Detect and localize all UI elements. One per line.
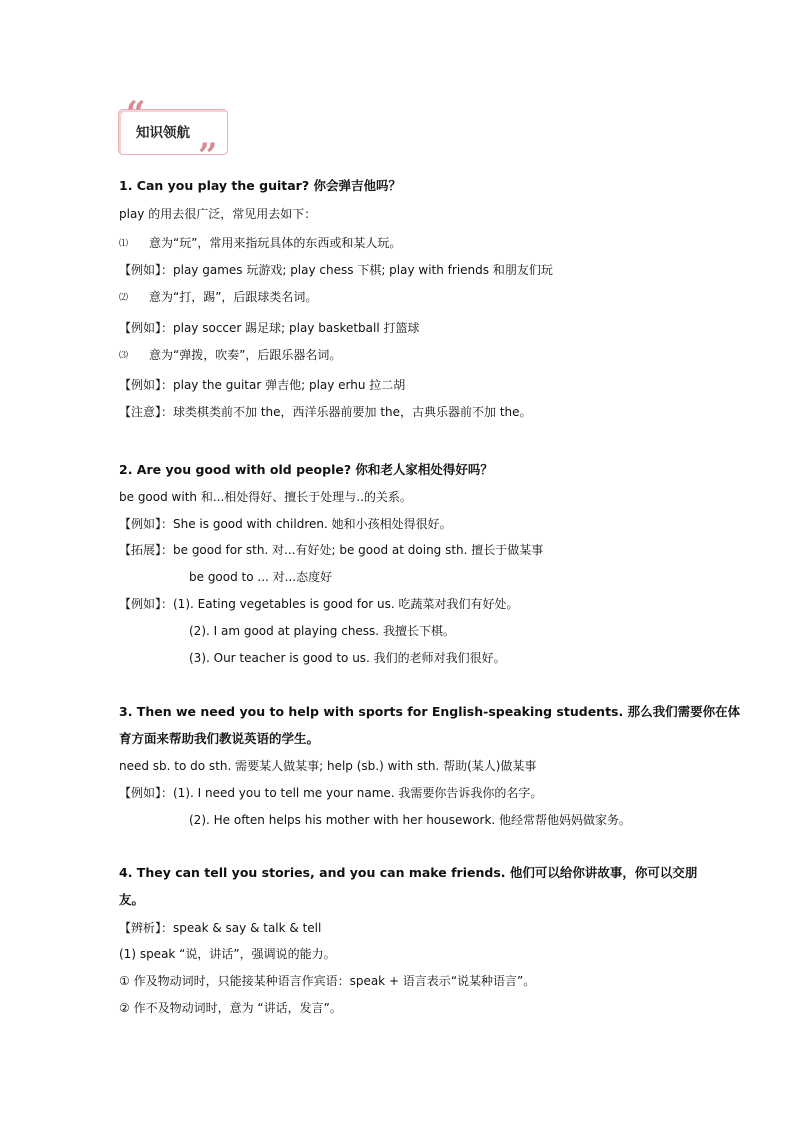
badge-label: 知识领航 xyxy=(136,125,190,141)
section-badge xyxy=(112,94,234,176)
s4-title-line-2: 友。 xyxy=(119,892,145,907)
s4-point-1: (1) speak “说，讲话”，强调说的能力。 xyxy=(119,947,336,961)
s1-title: 1. Can you play the guitar? 你会弹吉他吗？ xyxy=(119,178,401,193)
s2-intro: be good with 和...相处得好、擅长于处理与..的关系。 xyxy=(119,490,412,504)
s1-item-1-text: 意为“玩”，常用来指玩具体的东西或和某人玩。 xyxy=(149,236,402,250)
s2-example-2-1: 【例如】：(1). Eating vegetables is good for us. 吃蔬菜对我们有好处。 xyxy=(119,597,519,611)
s1-example-1: 【例如】：play games 玩游戏; play chess 下棋; play with friends 和朋友们玩 xyxy=(119,263,553,277)
s4-title-line-1: 4. They can tell you stories, and you can make friends. 他们可以给你讲故事，你可以交朋 xyxy=(119,865,698,880)
s2-example-1: 【例如】：She is good with children. 她和小孩相处得很好。 xyxy=(119,517,452,531)
s4-point-2: ① 作及物动词时，只能接某种语言作宾语：speak + 语言表示“说某种语言”。 xyxy=(119,974,536,988)
s1-example-2: 【例如】：play soccer 踢足球; play basketball 打篮球 xyxy=(119,321,420,335)
s3-example-2: (2). He often helps his mother with her housework. 他经常帮他妈妈做家务。 xyxy=(189,813,632,827)
s2-extension-1: 【拓展】：be good for sth. 对...有好处; be good at doing sth. 擅长于做某事 xyxy=(119,543,544,557)
s4-analysis: 【辨析】：speak & say & talk & tell xyxy=(119,921,322,935)
s1-item-3-num: ⑶ xyxy=(119,351,129,361)
s3-title-line-2: 育方面来帮助我们教说英语的学生。 xyxy=(119,731,320,746)
s3-example-1: 【例如】：(1). I need you to tell me your name. 我需要你告诉我你的名字。 xyxy=(119,786,543,800)
open-quote-icon: “ xyxy=(126,94,146,134)
s1-item-3-text: 意为“弹拨，吹奏”，后跟乐器名词。 xyxy=(149,348,342,362)
s1-item-2-num: ⑵ xyxy=(119,293,129,303)
s1-intro: play 的用去很广泛，常见用去如下： xyxy=(119,207,317,221)
s3-intro: need sb. to do sth. 需要某人做某事; help (sb.) with sth. 帮助(某人)做某事 xyxy=(119,759,537,773)
s3-title-line-1: 3. Then we need you to help with sports for English-speaking students. 那么我们需要你在体 xyxy=(119,704,741,719)
s1-item-3 xyxy=(119,346,341,365)
s1-item-1-num: ⑴ xyxy=(119,239,129,249)
s1-example-3: 【例如】：play the guitar 弹吉他; play erhu 拉二胡 xyxy=(119,378,406,392)
s2-example-2-3: (3). Our teacher is good to us. 我们的老师对我们很好。 xyxy=(189,651,506,665)
s2-title: 2. Are you good with old people? 你和老人家相处得好吗？ xyxy=(119,462,493,477)
s1-item-1 xyxy=(119,234,401,253)
close-quote-icon: ” xyxy=(198,136,218,176)
s2-extension-2: be good to ... 对...态度好 xyxy=(189,570,333,584)
s4-point-3: ② 作不及物动词时，意为 “讲话，发言”。 xyxy=(119,1001,342,1015)
s1-item-2 xyxy=(119,288,317,307)
s1-item-2-text: 意为“打，踢”，后跟球类名词。 xyxy=(149,290,318,304)
s2-example-2-2: (2). I am good at playing chess. 我擅长下棋。 xyxy=(189,624,455,638)
s1-note: 【注意】：球类棋类前不加 the，西洋乐器前要加 the，古典乐器前不加 the。 xyxy=(119,405,532,419)
